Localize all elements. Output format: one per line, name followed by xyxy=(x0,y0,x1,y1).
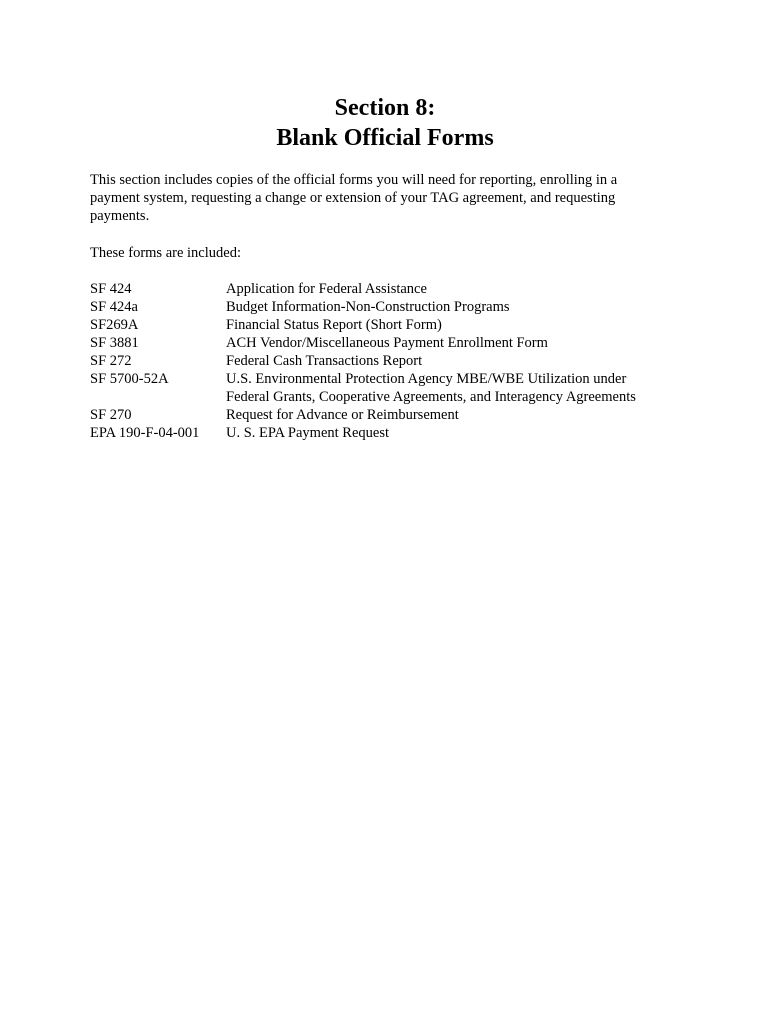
forms-list xyxy=(90,280,690,442)
section-title-line-2: Blank Official Forms xyxy=(276,125,494,151)
form-row xyxy=(90,352,690,370)
form-row xyxy=(90,370,690,406)
form-row xyxy=(90,424,690,442)
form-name-line: Request for Advance or Reimbursement xyxy=(226,407,459,423)
form-code: SF 424a xyxy=(90,299,138,315)
form-name xyxy=(226,352,690,370)
form-row xyxy=(90,298,690,316)
form-name-line: Federal Cash Transactions Report xyxy=(226,353,423,369)
section-title-line-1: Section 8: xyxy=(334,95,436,121)
intro-line-2: payment system, requesting a change or extension of your TAG agreement, and requesting xyxy=(90,190,616,206)
form-name-line: Financial Status Report (Short Form) xyxy=(226,317,442,333)
form-name-line: U. S. EPA Payment Request xyxy=(226,425,390,441)
form-row xyxy=(90,280,690,298)
form-name-line: Application for Federal Assistance xyxy=(226,281,427,297)
form-name-line: ACH Vendor/Miscellaneous Payment Enrollment Form xyxy=(226,335,548,351)
form-code: SF269A xyxy=(90,317,139,333)
form-row xyxy=(90,334,690,352)
form-row xyxy=(90,406,690,424)
intro-line-1: This section includes copies of the official forms you will need for reporting, enrolling in a xyxy=(90,172,618,188)
forms-included-label: These forms are included: xyxy=(90,245,241,261)
form-code: SF 272 xyxy=(90,353,132,369)
form-code: EPA 190-F-04-001 xyxy=(90,425,200,441)
form-name xyxy=(226,298,690,316)
form-code: SF 3881 xyxy=(90,335,139,351)
form-name-line: Federal Grants, Cooperative Agreements, and Interagency Agreements xyxy=(226,389,636,405)
form-name xyxy=(226,316,690,334)
section-title xyxy=(0,93,770,153)
form-name xyxy=(226,370,690,406)
form-name xyxy=(226,334,690,352)
form-name-line: U.S. Environmental Protection Agency MBE/WBE Utilization under xyxy=(226,371,627,387)
form-code: SF 270 xyxy=(90,407,132,423)
form-name xyxy=(226,424,690,442)
intro-line-3: payments. xyxy=(90,208,150,224)
intro-paragraph xyxy=(90,171,680,225)
form-code: SF 424 xyxy=(90,281,132,297)
form-row xyxy=(90,316,690,334)
form-name xyxy=(226,280,690,298)
form-name xyxy=(226,406,690,424)
form-code: SF 5700-52A xyxy=(90,371,169,387)
form-name-line: Budget Information-Non-Construction Programs xyxy=(226,299,510,315)
